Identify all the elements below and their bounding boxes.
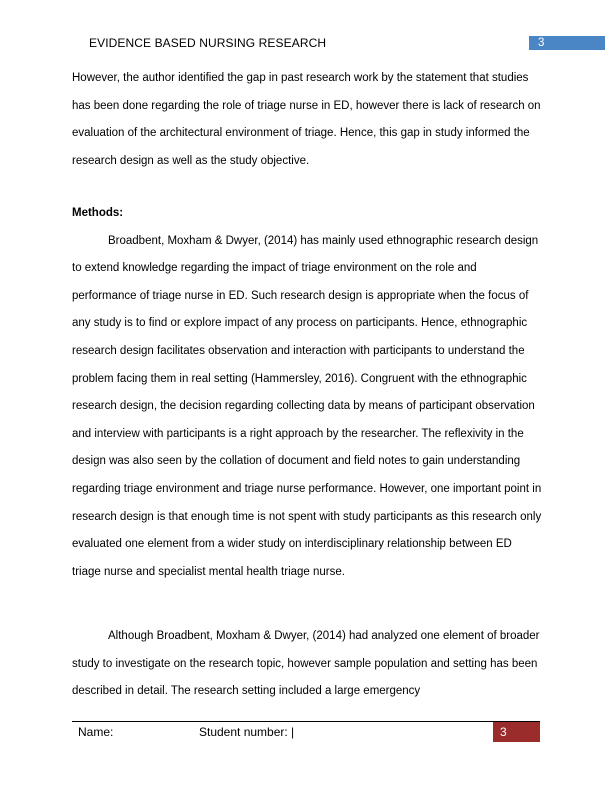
footer-name-label: Name:	[78, 725, 114, 739]
methods-heading: Methods:	[72, 207, 124, 219]
footer-student-number-label: Student number: |	[199, 725, 295, 739]
paragraph-sample: Although Broadbent, Moxham & Dwyer, (2014) had analyzed one element of broader study to investigate on the research topic, however sample population and setting has been described in detail. The research setting included a large emergency	[72, 630, 540, 698]
methods-section	[72, 200, 542, 586]
sample-section	[72, 623, 542, 706]
footer-divider	[72, 721, 540, 722]
paragraph-methods: Broadbent, Moxham & Dwyer, (2014) has mainly used ethnographic research design to extend knowledge regarding the impact of triage environment on the role and performance of triage nurse in ED. Such research design is appropriate when the focus of any study is to find or explore impact of any process on participants. Hence, ethnographic research design facilitates observation and interaction with participants to understand the problem facing them in real setting (Hammersley, 2016). Congruent with the ethnographic research design, the decision regarding collecting data by means of participant observation and interview with participants is a right approach by the researcher. The reflexivity in the design was also seen by the collation of document and field notes to gain understanding regarding triage environment and triage nurse performance. However, one important point in research design is that enough time is not spent with study participants as this research only evaluated one element from a wider study on interdisciplinary relationship between ED triage nurse and specialist mental health triage nurse.	[72, 234, 542, 578]
footer-page-number: 3	[493, 722, 540, 742]
header-title: EVIDENCE BASED NURSING RESEARCH	[89, 36, 327, 50]
header-page-number: 3	[529, 36, 605, 50]
document-body	[72, 65, 542, 175]
paragraph-gap-statement: However, the author identified the gap in past research work by the statement that studies has been done regarding the role of triage nurse in ED, however there is lack of research on evaluation of the architectural environment of triage. Hence, this gap in study informed the research design as well as the study objective.	[72, 72, 541, 167]
